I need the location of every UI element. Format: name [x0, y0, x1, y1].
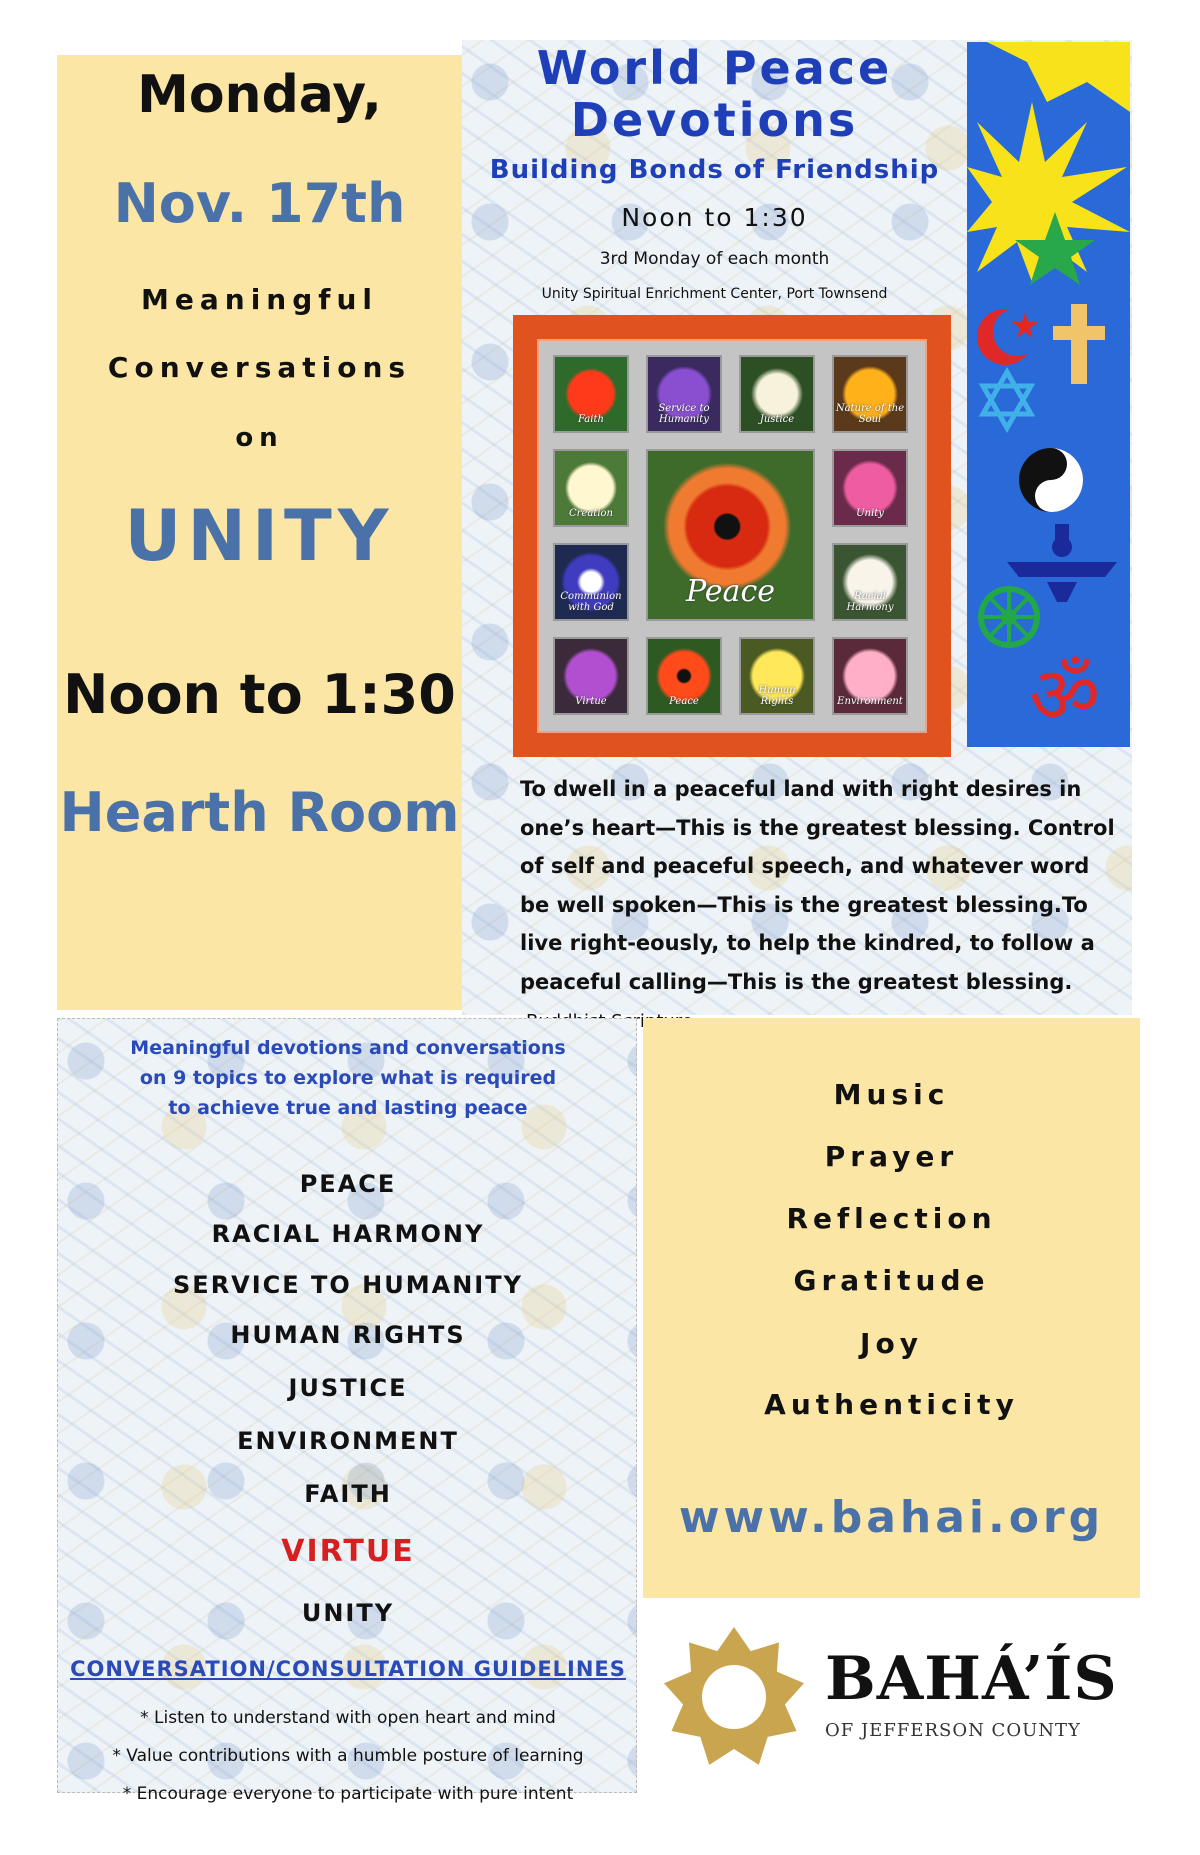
star-of-david-icon [983, 372, 1031, 428]
flower-tile-label: Nature of the Soul [835, 403, 905, 425]
activity-item: Authenticity [764, 1388, 1019, 1421]
peace-poppy-tile [646, 449, 815, 621]
flower-tile-label: Environment [837, 696, 903, 707]
guideline-item: * Encourage everyone to participate with pure intent [122, 1784, 574, 1804]
flower-tile [553, 543, 629, 621]
flower-tile-label: Communion with God [560, 591, 622, 613]
event-time: Noon to 1:30 [63, 663, 456, 726]
flower-tile [832, 449, 908, 527]
flower-tile [739, 355, 815, 433]
activities-panel [643, 1018, 1140, 1598]
flower-tile [553, 637, 629, 715]
peace-poppy-label: Peace [685, 574, 776, 609]
topic-item: UNITY [301, 1599, 395, 1627]
interfaith-banner [967, 42, 1130, 747]
flower-tile [739, 637, 815, 715]
topic-item: RACIAL HARMONY [211, 1220, 485, 1248]
quote-block [520, 770, 1125, 1042]
yin-yang-icon [1019, 448, 1083, 512]
flower-tile [832, 355, 908, 433]
event-date: Nov. 17th [113, 172, 406, 235]
flower-tile [832, 543, 908, 621]
topics-intro-line2: on 9 topics to explore what is required [139, 1067, 557, 1089]
flower-tile-label: Peace [669, 696, 699, 707]
event-desc-line3: on [235, 423, 284, 453]
guideline-item: * Listen to understand with open heart and mind [140, 1708, 556, 1728]
activity-item: Music [833, 1078, 950, 1111]
flower-tile [832, 637, 908, 715]
website-link[interactable]: www.bahai.org [678, 1492, 1105, 1543]
event-desc-line1: Meaningful [141, 283, 378, 316]
topics-intro-line1: Meaningful devotions and conversations [130, 1037, 566, 1059]
devotions-frequency: 3rd Monday of each month [599, 249, 830, 269]
flower-poster [513, 315, 951, 757]
flower-tile-label: Human Rights [758, 685, 796, 707]
svg-text:ॐ: ॐ [1029, 651, 1101, 741]
devotions-title-line1: World Peace [536, 41, 893, 95]
flower-tile-label: Creation [569, 508, 613, 519]
topic-item: SERVICE TO HUMANITY [173, 1271, 523, 1299]
devotions-title [462, 42, 967, 146]
topic-item: PEACE [299, 1170, 397, 1198]
topics-panel [57, 1018, 637, 1804]
devotions-subtitle: Building Bonds of Friendship [489, 155, 940, 185]
topic-item: ENVIRONMENT [237, 1427, 459, 1455]
bahai-logo-area [643, 1598, 1140, 1793]
activity-item: Joy [860, 1327, 923, 1360]
logo-name: BAHÁ’ÍS [825, 1644, 1118, 1714]
topic-item: FAITH [304, 1480, 392, 1508]
devotions-time: Noon to 1:30 [621, 203, 808, 232]
flower-tile [553, 449, 629, 527]
activity-item: Reflection [786, 1202, 997, 1235]
flower-tile-label: Service to Humanity [658, 403, 710, 425]
flower-tile [646, 637, 722, 715]
quote-text: To dwell in a peaceful land with right desires in one’s heart—This is the greatest blessing. Control of self and peaceful speech, and whatever word be well spoken—This is the greatest blessing.To live right-eously, to help the kindred, to follow a peaceful calling—This is the greatest blessing. [520, 777, 1115, 994]
flower-tile [646, 355, 722, 433]
om-icon [1029, 651, 1100, 741]
flower-poster-inner [537, 339, 927, 733]
guideline-item: * Value contributions with a humble posture of learning [112, 1746, 584, 1766]
flower-tile [553, 355, 629, 433]
flower-tile-label: Justice [759, 414, 795, 425]
event-day: Monday, [137, 65, 382, 125]
cross-icon [1053, 304, 1105, 384]
event-date-panel [57, 55, 462, 1010]
logo-subtitle: OF JEFFERSON COUNTY [825, 1720, 1081, 1741]
crescent-icon [977, 308, 1041, 365]
event-topic: UNITY [124, 495, 395, 577]
topics-intro-line3: to achieve true and lasting peace [168, 1097, 528, 1119]
event-room: Hearth Room [59, 781, 460, 844]
activity-item: Prayer [824, 1140, 959, 1173]
event-desc-line2: Conversations [107, 351, 412, 384]
devotions-location: Unity Spiritual Enrichment Center, Port Townsend [541, 286, 888, 302]
nine-point-star-icon [659, 1622, 809, 1772]
activity-item: Gratitude [793, 1264, 990, 1297]
topic-item: JUSTICE [288, 1374, 408, 1402]
interfaith-symbols [967, 42, 1130, 747]
topic-item-highlighted: VIRTUE [281, 1534, 415, 1569]
topic-item: HUMAN RIGHTS [230, 1321, 466, 1349]
flower-tile-label: Faith [578, 414, 604, 425]
guidelines-list [58, 1699, 638, 1813]
flower-tile-label: Virtue [575, 696, 607, 707]
flower-tile-label: Racial Harmony [846, 591, 894, 613]
flower-tile-label: Unity [856, 508, 884, 519]
dharma-wheel-icon [981, 589, 1037, 645]
devotions-title-line2: Devotions [570, 93, 859, 147]
guidelines-title: CONVERSATION/CONSULTATION GUIDELINES [70, 1657, 626, 1681]
topics-intro [98, 1033, 598, 1123]
